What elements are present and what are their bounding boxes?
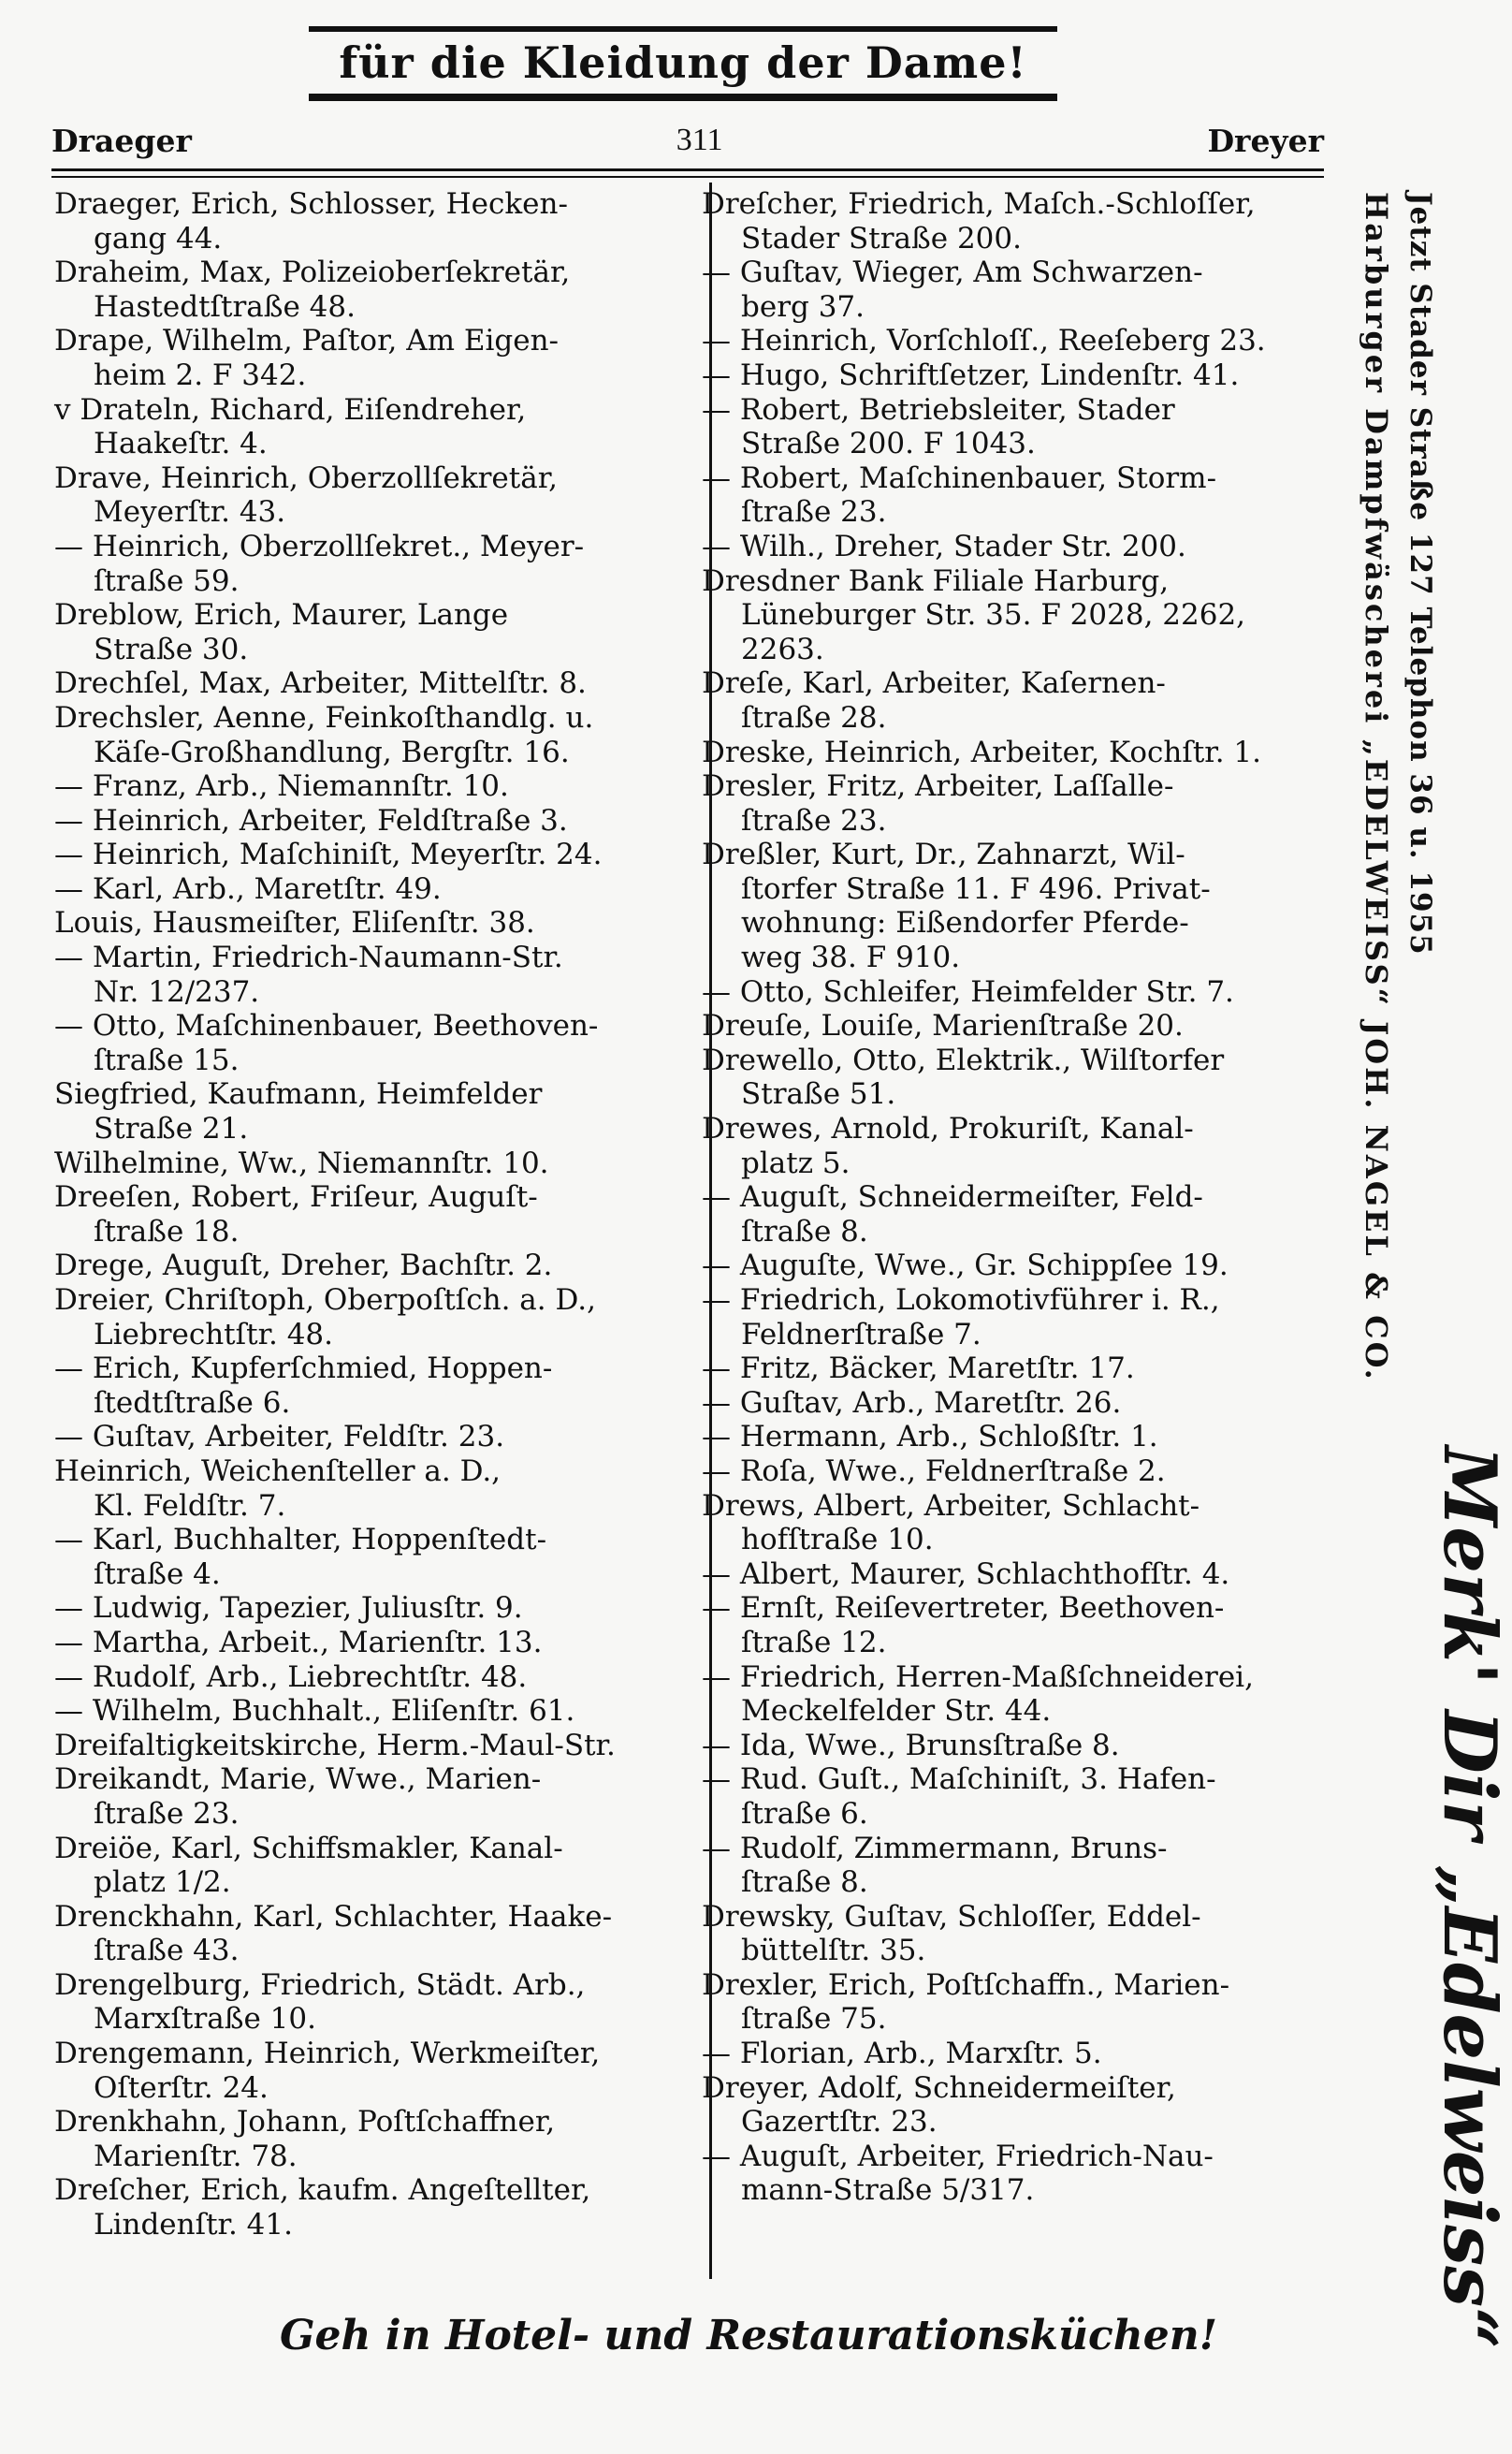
entry-line: Drexler, Erich, Poſtſchaffn., Marien- xyxy=(702,1967,1230,2002)
entry-continuation: ſtraße 23. xyxy=(741,803,887,838)
entry-line: Dreſe, Karl, Arbeiter, Kaſernen- xyxy=(702,666,1166,701)
entry-line: — Otto, Schleifer, Heimfelder Str. 7. xyxy=(702,974,1234,1009)
side-ad-slogan: Merk' Dir „Edelweiss“ xyxy=(1427,1446,1512,2349)
directory-entry xyxy=(54,530,691,598)
directory-entry xyxy=(702,769,1329,838)
entry-line: Dreſcher, Erich, kaufm. Angeſtellter, xyxy=(54,2173,591,2208)
directory-entry xyxy=(54,769,691,804)
entry-line: Heinrich, Weichenſteller a. D., xyxy=(54,1453,502,1488)
directory-entry xyxy=(54,1694,691,1729)
entry-continuation: ſtraße 59. xyxy=(94,563,240,598)
entry-line: Dreyer, Adolf, Schneidermeiſter, xyxy=(702,2070,1176,2105)
entry-line: — Franz, Arb., Niemannſtr. 10. xyxy=(54,769,509,804)
entry-continuation: Feldnerſtraße 7. xyxy=(741,1317,981,1351)
directory-entry xyxy=(702,2037,1329,2071)
entry-line: — Rudolf, Arb., Liebrechtſtr. 48. xyxy=(54,1659,528,1694)
directory-entry xyxy=(54,1147,691,1181)
directory-entry xyxy=(54,2037,691,2105)
directory-entry xyxy=(702,1249,1329,1283)
directory-entry xyxy=(54,2173,691,2242)
entry-line: — Martin, Friedrich-Naumann-Str. xyxy=(54,941,563,975)
entry-line: Drengemann, Heinrich, Werkmeiſter, xyxy=(54,2037,601,2071)
entry-line: — Heinrich, Vorſchloſſ., Reeſeberg 23. xyxy=(702,324,1266,358)
entry-line: Louis, Hausmeiſter, Eliſenſtr. 38. xyxy=(54,906,535,941)
directory-entry xyxy=(54,1762,691,1831)
entry-line: Dreikandt, Marie, Wwe., Marien- xyxy=(54,1762,542,1797)
directory-entry xyxy=(702,530,1329,564)
directory-entry xyxy=(702,1729,1329,1763)
entry-continuation: gang 44. xyxy=(94,221,223,256)
entry-line: Drechſel, Max, Arbeiter, Mittelſtr. 8. xyxy=(54,666,587,701)
directory-entry xyxy=(702,358,1329,393)
entry-line: Dreiöe, Karl, Schiffsmakler, Kanal- xyxy=(54,1831,563,1865)
entry-continuation: weg 38. F 910. xyxy=(741,941,961,975)
entry-line: Dreblow, Erich, Maurer, Lange xyxy=(54,598,509,633)
entry-continuation: Lindenſtr. 41. xyxy=(94,2208,293,2242)
entry-continuation: mann-Straße 5/317. xyxy=(741,2173,1035,2208)
directory-entry xyxy=(54,906,691,941)
entry-line: — Ida, Wwe., Brunsſtraße 8. xyxy=(702,1728,1120,1762)
entry-line: — Wilh., Dreher, Stader Str. 200. xyxy=(702,529,1186,563)
entry-continuation: ſtraße 6. xyxy=(741,1796,868,1831)
directory-entry xyxy=(702,838,1329,974)
entry-continuation: ſtraße 23. xyxy=(94,1796,240,1831)
directory-entry xyxy=(54,1832,691,1900)
entry-continuation: platz 5. xyxy=(741,1146,850,1180)
entry-line: Drewes, Arnold, Prokuriſt, Kanal- xyxy=(702,1112,1194,1147)
entry-continuation: ſtraße 8. xyxy=(741,1865,868,1900)
directory-entry xyxy=(54,393,691,461)
entry-line: Dresdner Bank Filiale Harburg, xyxy=(702,563,1170,598)
banner-slogan: für die Kleidung der Dame! xyxy=(309,26,1057,101)
side-ad-address: Jetzt Stader Straße 127 Telephon 36 u. 1955 xyxy=(1403,192,1437,956)
directory-entry xyxy=(702,1660,1329,1729)
entry-continuation: hofſtraße 10. xyxy=(741,1523,934,1557)
entry-line: — Albert, Maurer, Schlachthofſtr. 4. xyxy=(702,1556,1230,1591)
entry-continuation: platz 1/2. xyxy=(94,1865,231,1900)
entry-line: — Karl, Arb., Maretſtr. 49. xyxy=(54,871,442,906)
directory-entry xyxy=(702,1968,1329,2037)
header-rule xyxy=(51,168,1324,178)
entry-line: — Wilhelm, Buchhalt., Eliſenſtr. 61. xyxy=(54,1694,575,1729)
directory-entry xyxy=(702,187,1329,256)
entry-line: Dreske, Heinrich, Arbeiter, Kochſtr. 1. xyxy=(702,735,1261,769)
entry-continuation: Straße 200. F 1043. xyxy=(741,427,1036,461)
right-column xyxy=(702,187,1329,2208)
directory-entry xyxy=(54,1180,691,1249)
entry-line: Dreifaltigkeitskirche, Herm.-Maul-Str. xyxy=(54,1728,616,1762)
entry-continuation: Stader Straße 200. xyxy=(741,221,1022,256)
entry-line: Drewsky, Guſtav, Schloſſer, Eddel- xyxy=(702,1899,1201,1934)
entry-line: — Friedrich, Herren-Maßſchneiderei, xyxy=(702,1659,1254,1694)
entry-line: Drape, Wilhelm, Paſtor, Am Eigen- xyxy=(54,324,560,358)
entry-continuation: ſtedtſtraße 6. xyxy=(94,1385,291,1420)
directory-entry xyxy=(54,1968,691,2037)
entry-line: Drenkhahn, Johann, Poſtſchaffner, xyxy=(54,2105,556,2140)
directory-entry xyxy=(54,1249,691,1283)
entry-line: Dreuſe, Louiſe, Marienſtraße 20. xyxy=(702,1009,1184,1044)
side-ad-company: Harburger Dampfwäscherei „EDELWEISS“ JOH. NAGEL & CO. xyxy=(1359,192,1394,1382)
entry-line: — Guſtav, Wieger, Am Schwarzen- xyxy=(702,256,1203,290)
entry-line: — Heinrich, Oberzollſekret., Meyer- xyxy=(54,529,585,563)
entry-continuation: Straße 21. xyxy=(94,1112,249,1147)
directory-entry xyxy=(54,838,691,872)
entry-line: — Rudolf, Zimmermann, Bruns- xyxy=(702,1831,1168,1865)
entry-line: — Roſa, Wwe., Feldnerſtraße 2. xyxy=(702,1453,1166,1488)
entry-continuation: büttelſtr. 35. xyxy=(741,1934,926,1968)
directory-entry xyxy=(702,1180,1329,1249)
directory-entry xyxy=(702,1489,1329,1557)
directory-entry xyxy=(54,2105,691,2173)
entry-line: — Friedrich, Lokomotivführer i. R., xyxy=(702,1283,1220,1317)
entry-continuation: Oſterſtr. 24. xyxy=(94,2070,269,2105)
directory-entry xyxy=(54,461,691,530)
entry-line: — Robert, Betriebsleiter, Stader xyxy=(702,392,1175,427)
entry-line: — Hugo, Schriftſetzer, Lindenſtr. 41. xyxy=(702,358,1240,392)
directory-entry xyxy=(702,2071,1329,2140)
entry-continuation: 2263. xyxy=(741,632,824,666)
entry-continuation: Straße 51. xyxy=(741,1077,896,1112)
entry-line: Drenckhahn, Karl, Schlachter, Haake- xyxy=(54,1899,613,1934)
directory-entry xyxy=(702,564,1329,667)
directory-entry xyxy=(54,1729,691,1763)
entry-continuation: Lüneburger Str. 35. F 2028, 2262, xyxy=(741,598,1246,633)
entry-continuation: Hastedtſtraße 48. xyxy=(94,289,356,324)
directory-entry xyxy=(702,1900,1329,1968)
entry-continuation: ſtraße 23. xyxy=(741,495,887,530)
entry-line: Draheim, Max, Polizeioberſekretär, xyxy=(54,256,571,290)
entry-continuation: Meyerſtr. 43. xyxy=(94,495,286,530)
entry-line: — Rud. Guſt., Maſchiniſt, 3. Hafen- xyxy=(702,1762,1216,1797)
directory-entry xyxy=(54,256,691,324)
directory-entry xyxy=(702,1386,1329,1421)
directory-entry xyxy=(54,1420,691,1454)
entry-line: — Guſtav, Arb., Maretſtr. 26. xyxy=(702,1385,1122,1420)
directory-entry xyxy=(702,2140,1329,2208)
entry-line: — Heinrich, Arbeiter, Feldſtraße 3. xyxy=(54,803,568,838)
entry-line: — Heinrich, Maſchiniſt, Meyerſtr. 24. xyxy=(54,838,603,872)
entry-line: — Guſtav, Arbeiter, Feldſtr. 23. xyxy=(54,1420,505,1454)
header-right-keyword: Dreyer xyxy=(1207,122,1324,159)
side-advertisement xyxy=(1347,192,1512,2349)
entry-line: Drege, Auguſt, Dreher, Bachſtr. 2. xyxy=(54,1249,553,1283)
entry-line: Drave, Heinrich, Oberzollſekretär, xyxy=(54,460,558,495)
directory-entry xyxy=(54,666,691,701)
directory-entry xyxy=(702,1283,1329,1351)
directory-entry xyxy=(702,1044,1329,1112)
entry-line: Wilhelmine, Ww., Niemannſtr. 10. xyxy=(54,1146,549,1180)
directory-entry xyxy=(54,598,691,666)
entry-line: — Ludwig, Tapezier, Juliusſtr. 9. xyxy=(54,1591,523,1626)
entry-line: Draeger, Erich, Schlosser, Hecken- xyxy=(54,187,568,221)
entry-continuation: Meckelfelder Str. 44. xyxy=(741,1694,1052,1729)
entry-line: — Florian, Arb., Marxſtr. 5. xyxy=(702,2037,1102,2071)
entry-line: — Hermann, Arb., Schloßſtr. 1. xyxy=(702,1420,1158,1454)
directory-entry xyxy=(54,1454,691,1523)
directory-entry xyxy=(702,461,1329,530)
entry-line: — Otto, Maſchinenbauer, Beethoven- xyxy=(54,1009,599,1044)
entry-line: Drews, Albert, Arbeiter, Schlacht- xyxy=(702,1488,1200,1523)
directory-entry xyxy=(54,1626,691,1660)
directory-entry xyxy=(702,1591,1329,1659)
directory-entry xyxy=(54,324,691,392)
entry-continuation: berg 37. xyxy=(741,289,865,324)
entry-line: Dreſcher, Friedrich, Maſch.-Schloſſer, xyxy=(702,187,1256,221)
entry-line: — Ernſt, Reiſevertreter, Beethoven- xyxy=(702,1591,1225,1626)
entry-continuation: Straße 30. xyxy=(94,632,249,666)
header-left-keyword: Draeger xyxy=(51,122,192,159)
entry-line: Drengelburg, Friedrich, Städt. Arb., xyxy=(54,1967,586,2002)
entry-continuation: ſtraße 8. xyxy=(741,1214,868,1249)
entry-continuation: ſtraße 15. xyxy=(94,1043,240,1077)
directory-entry xyxy=(54,1523,691,1591)
directory-entry xyxy=(702,1832,1329,1900)
entry-line: — Karl, Buchhalter, Hoppenſtedt- xyxy=(54,1523,547,1557)
directory-entry xyxy=(54,1591,691,1626)
left-column xyxy=(54,187,691,2242)
entry-continuation: ſtraße 12. xyxy=(741,1625,887,1659)
entry-line: — Auguſte, Wwe., Gr. Schippſee 19. xyxy=(702,1249,1228,1283)
entry-line: Dreeſen, Robert, Friſeur, Auguſt- xyxy=(54,1180,538,1215)
directory-entry xyxy=(54,1283,691,1351)
entry-line: — Martha, Arbeit., Marienſtr. 13. xyxy=(54,1625,543,1659)
directory-entry xyxy=(702,1420,1329,1454)
entry-continuation: ſtraße 4. xyxy=(94,1556,221,1591)
entry-continuation: Liebrechtſtr. 48. xyxy=(94,1317,333,1351)
entry-line: Dreier, Chriſtoph, Oberpoſtſch. a. D., xyxy=(54,1283,596,1317)
entry-line: Drechsler, Aenne, Feinkoſthandlg. u. xyxy=(54,700,594,735)
entry-line: v Drateln, Richard, Eiſendreher, xyxy=(54,392,527,427)
directory-entry xyxy=(702,1009,1329,1044)
entry-line: — Erich, Kupferſchmied, Hoppen- xyxy=(54,1351,553,1386)
entry-continuation: Marxſtraße 10. xyxy=(94,2002,316,2037)
directory-entry xyxy=(702,1557,1329,1592)
entry-continuation: ſtraße 28. xyxy=(741,700,887,735)
entry-line: Dresler, Fritz, Arbeiter, Laſſalle- xyxy=(702,769,1174,804)
entry-continuation: Kl. Feldſtr. 7. xyxy=(94,1488,286,1523)
directory-entry xyxy=(702,736,1329,770)
entry-continuation: wohnung: Eißendorfer Pferde- xyxy=(741,906,1189,941)
directory-entry xyxy=(54,1900,691,1968)
entry-continuation: Nr. 12/237. xyxy=(94,974,260,1009)
directory-entry xyxy=(702,1762,1329,1831)
entry-continuation: ſtraße 75. xyxy=(741,2002,887,2037)
directory-entry xyxy=(702,393,1329,461)
directory-entry xyxy=(54,1660,691,1695)
entry-continuation: ſtraße 43. xyxy=(94,1934,240,1968)
entry-continuation: Gazertſtr. 23. xyxy=(741,2105,938,2140)
entry-continuation: heim 2. F 342. xyxy=(94,358,307,392)
entry-line: — Fritz, Bäcker, Maretſtr. 17. xyxy=(702,1351,1135,1386)
directory-entry xyxy=(702,1454,1329,1489)
entry-line: — Robert, Maſchinenbauer, Storm- xyxy=(702,460,1217,495)
directory-entry xyxy=(54,941,691,1009)
page-header xyxy=(51,117,1324,164)
directory-entry xyxy=(54,1009,691,1077)
entry-line: — Auguſt, Schneidermeiſter, Feld- xyxy=(702,1180,1203,1215)
footer-slogan: Geh in Hotel- und Restaurationsküchen! xyxy=(279,2312,1218,2359)
entry-line: Drewello, Otto, Elektrik., Wilſtorfer xyxy=(702,1043,1225,1077)
entry-line: Siegfried, Kaufmann, Heimfelder xyxy=(54,1077,543,1112)
directory-entry xyxy=(54,804,691,839)
directory-entry xyxy=(702,975,1329,1010)
directory-entry xyxy=(54,1351,691,1420)
directory-entry xyxy=(54,872,691,907)
entry-line: — Auguſt, Arbeiter, Friedrich-Nau- xyxy=(702,2139,1214,2173)
directory-entry xyxy=(702,1351,1329,1386)
entry-continuation: Marienſtr. 78. xyxy=(94,2139,298,2173)
directory-entry xyxy=(54,1077,691,1146)
directory-entry xyxy=(702,256,1329,324)
directory-entry xyxy=(702,324,1329,358)
entry-line: Dreßler, Kurt, Dr., Zahnarzt, Wil- xyxy=(702,838,1185,872)
directory-entry xyxy=(702,666,1329,735)
entry-continuation: ſtraße 18. xyxy=(94,1214,240,1249)
directory-entry xyxy=(702,1112,1329,1180)
directory-entry xyxy=(54,187,691,256)
entry-continuation: ſtorfer Straße 11. F 496. Privat- xyxy=(741,871,1211,906)
entry-continuation: Käſe-Großhandlung, Bergſtr. 16. xyxy=(94,735,570,769)
entry-continuation: Haakeſtr. 4. xyxy=(94,427,268,461)
page-number: 311 xyxy=(676,123,723,157)
directory-entry xyxy=(54,701,691,769)
